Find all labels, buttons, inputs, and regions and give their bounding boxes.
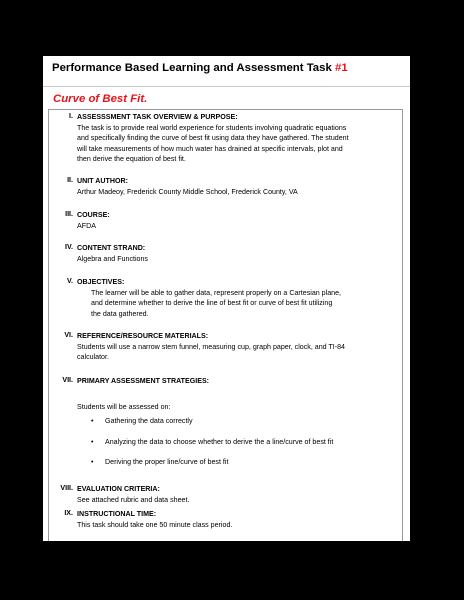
section-line: Algebra and Functions xyxy=(77,254,148,263)
section-number: VI. xyxy=(64,331,73,339)
section-line: then derive the equation of best fit. xyxy=(77,155,186,164)
section-line: and specifically finding the curve of best fit using data they have gathered. The student xyxy=(77,134,349,143)
section-content xyxy=(77,331,395,363)
list-item-text: Deriving the proper line/curve of best fit xyxy=(105,458,229,467)
section-number: V. xyxy=(66,277,73,285)
section-content xyxy=(77,176,395,197)
list-item-text: Gathering the data correctly xyxy=(105,417,193,426)
list-item xyxy=(77,437,395,458)
section-content xyxy=(77,210,395,231)
section-content xyxy=(77,243,395,264)
section-heading: PRIMARY ASSESSMENT STRATEGIES: xyxy=(77,377,210,385)
section-number: VII. xyxy=(62,376,73,384)
section-content xyxy=(77,112,395,165)
section-line: calculator. xyxy=(77,353,109,362)
bullet-icon: • xyxy=(91,458,94,467)
section-heading: UNIT AUTHOR: xyxy=(77,177,128,185)
title-divider xyxy=(43,86,410,87)
section-line: the data gathered. xyxy=(91,309,149,318)
task-number: #1 xyxy=(334,62,348,74)
bullet-list xyxy=(77,416,395,478)
list-item xyxy=(77,416,395,437)
section-line: This task should take one 50 minute class period. xyxy=(77,520,233,529)
list-item xyxy=(77,457,395,478)
section-line: See attached rubric and data sheet. xyxy=(77,495,190,504)
section-line: Arthur Madeoy, Frederick County Middle School, Frederick County, VA xyxy=(77,187,298,196)
section-content xyxy=(77,484,395,505)
section-content xyxy=(77,376,395,478)
section-number: III. xyxy=(65,210,73,218)
page-title-text: Performance Based Learning and Assessment Task xyxy=(52,62,335,74)
section-heading: ASSESSSMENT TASK OVERVIEW & PURPOSE: xyxy=(77,113,238,121)
document-page xyxy=(43,56,410,541)
section-number: VIII. xyxy=(60,484,73,492)
section-number: IV. xyxy=(64,243,73,251)
bullet-icon: • xyxy=(91,437,94,446)
section-line: and determine whether to derive the line of best fit or curve of best fit utilizing xyxy=(91,299,333,308)
list-item-text: Analyzing the data to choose whether to derive the a line/curve of best fit xyxy=(105,437,334,446)
section-heading: CONTENT STRAND: xyxy=(77,244,146,252)
section-number: IX. xyxy=(64,509,73,517)
page-subtitle: Curve of Best Fit. xyxy=(53,93,148,105)
section-intro: Students will be assessed on: xyxy=(77,402,171,411)
section-heading: INSTRUCTIONAL TIME: xyxy=(77,510,157,518)
section-heading: REFERENCE/RESOURCE MATERIALS: xyxy=(77,332,209,340)
section-line: Students will use a narrow stem funnel, measuring cup, graph paper, clock, and TI-84 xyxy=(77,342,345,351)
section-line: will take measurements of how much water has drained at specific intervals, plot and xyxy=(77,144,343,153)
task-outline-box xyxy=(48,109,403,541)
section-line: AFDA xyxy=(77,221,96,230)
page-title xyxy=(52,62,348,74)
section-heading: EVALUATION CRITERIA: xyxy=(77,485,160,493)
bullet-icon: • xyxy=(91,417,94,426)
section-content xyxy=(77,277,395,319)
section-heading: COURSE: xyxy=(77,211,110,219)
section-content xyxy=(77,509,395,530)
section-number: II. xyxy=(67,176,73,184)
section-line: The learner will be able to gather data, represent properly on a Cartesian plane, xyxy=(91,288,342,297)
section-heading: OBJECTIVES: xyxy=(77,278,125,286)
section-line: The task is to provide real world experience for students involving quadratic equations xyxy=(77,123,347,132)
section-number: I. xyxy=(69,112,73,120)
